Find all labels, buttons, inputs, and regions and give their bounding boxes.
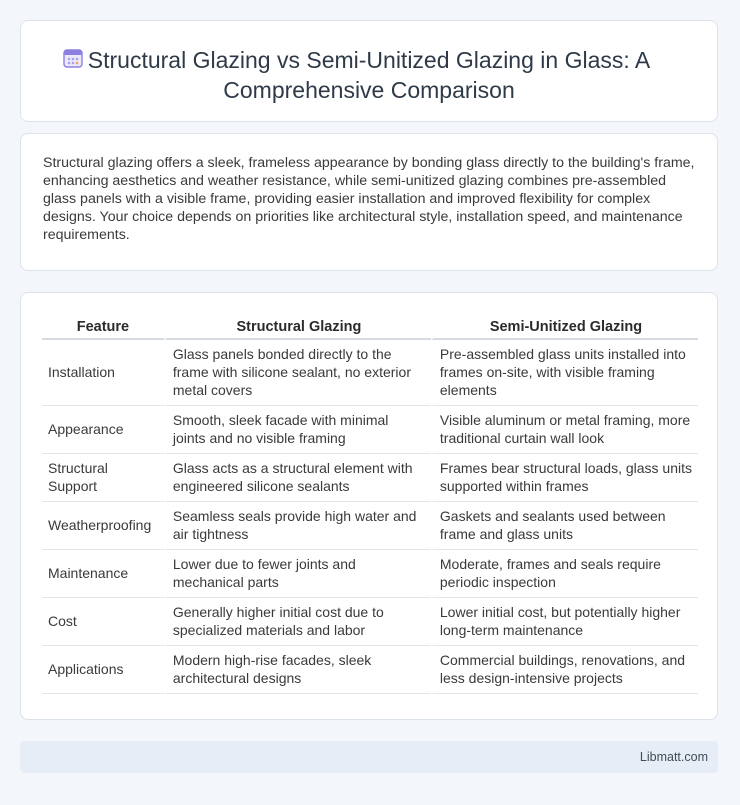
semi-unitized-cell: Commercial buildings, renovations, and less design-intensive projects — [431, 646, 698, 694]
structural-cell: Modern high-rise facades, sleek architectural designs — [164, 646, 431, 694]
table-row — [42, 340, 698, 406]
comparison-card — [20, 292, 718, 720]
table-row — [42, 598, 698, 646]
structural-cell: Lower due to fewer joints and mechanical parts — [164, 550, 431, 598]
semi-unitized-cell: Pre-assembled glass units installed into frames on-site, with visible framing elements — [431, 340, 698, 406]
table-row — [42, 502, 698, 550]
feature-cell: Weatherproofing — [42, 502, 164, 550]
table-header-row — [42, 314, 698, 340]
table-row — [42, 406, 698, 454]
feature-cell: Structural Support — [42, 454, 164, 502]
structural-cell: Glass acts as a structural element with engineered silicone sealants — [164, 454, 431, 502]
semi-unitized-cell: Moderate, frames and seals require periodic inspection — [431, 550, 698, 598]
feature-cell: Applications — [42, 646, 164, 694]
intro-paragraph: Structural glazing offers a sleek, frameless appearance by bonding glass directly to the building's frame, enhancing aesthetics and weather resistance, while semi-unitized glazing combines pre-assembled glass panels with a visible frame, providing easier installation and improved flexibility for complex designs. Your choice depends on priorities like architectural style, installation speed, and maintenance requirements. — [43, 155, 695, 243]
header-semi-unitized-glazing: Semi-Unitized Glazing — [431, 314, 698, 340]
title-card — [20, 20, 718, 122]
feature-cell: Installation — [42, 340, 164, 406]
page-title: Structural Glazing vs Semi-Unitized Glazing in Glass: A Comprehensive Comparison — [87, 47, 651, 103]
intro-card — [20, 133, 718, 271]
semi-unitized-cell: Frames bear structural loads, glass units supported within frames — [431, 454, 698, 502]
footer-brand-link[interactable]: Libmatt.com — [639, 750, 708, 764]
header-feature: Feature — [42, 314, 164, 340]
table-row — [42, 550, 698, 598]
semi-unitized-cell: Lower initial cost, but potentially higher long-term maintenance — [431, 598, 698, 646]
feature-cell: Cost — [42, 598, 164, 646]
feature-cell: Appearance — [42, 406, 164, 454]
structural-cell: Generally higher initial cost due to specialized materials and labor — [164, 598, 431, 646]
structural-cell: Smooth, sleek facade with minimal joints and no visible framing — [164, 406, 431, 454]
table-row — [42, 454, 698, 502]
table-row — [42, 646, 698, 694]
header-structural-glazing: Structural Glazing — [164, 314, 431, 340]
structural-cell: Seamless seals provide high water and air tightness — [164, 502, 431, 550]
comparison-table — [42, 314, 698, 694]
semi-unitized-cell: Visible aluminum or metal framing, more traditional curtain wall look — [431, 406, 698, 454]
structural-cell: Glass panels bonded directly to the frame with silicone sealant, no exterior metal covers — [164, 340, 431, 406]
semi-unitized-cell: Gaskets and sealants used between frame and glass units — [431, 502, 698, 550]
footer-bar — [20, 741, 718, 773]
feature-cell: Maintenance — [42, 550, 164, 598]
